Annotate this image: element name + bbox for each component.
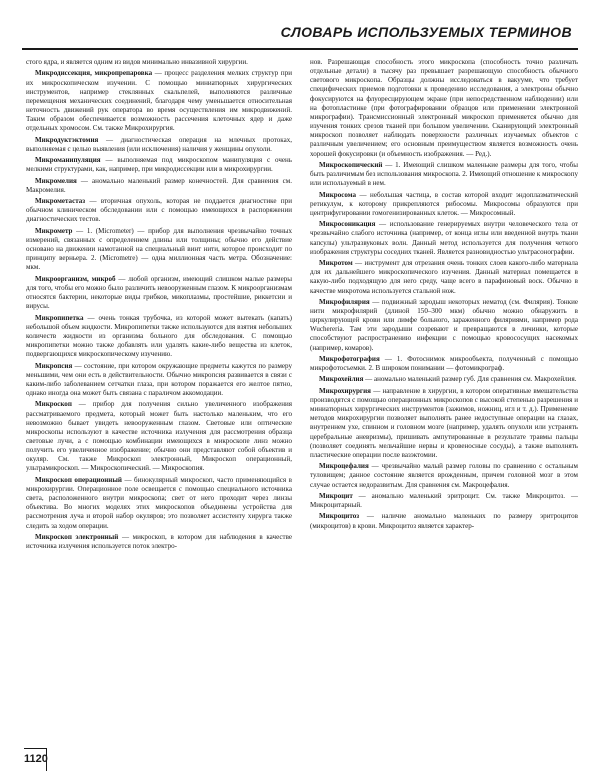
dictionary-entry	[26, 400, 292, 473]
entry-definition: — аномально маленький размер губ. Для сравнения см. Макрохейлия.	[363, 375, 577, 384]
dictionary-entry	[310, 462, 578, 489]
left-column	[26, 58, 292, 748]
dictionary-entry	[26, 197, 292, 224]
page-number: 1120	[24, 753, 48, 765]
entry-term: Микромелия	[35, 176, 77, 185]
entry-definition: — микроскоп, в котором для наблюдения в качестве источника излучения используется поток электро-	[26, 532, 292, 551]
entry-definition: — подвижный зародыш некоторых нематод (см. Филярия). Тонкие нити микрофилярий (длиной 150–300 мкм) обычно можно обнаружить в циркулирующей крови или лимфе больного, зараженного филяриями, например рода Wuchereria. Там эти зародыши созревают и превращаются в личинки, которые способствуют распространению инфекции с помощью кровососущих насекомых (например, комаров).	[310, 297, 578, 352]
dictionary-entry	[310, 259, 578, 296]
entry-term: Микродуктэктомия	[35, 135, 99, 144]
entry-term: Микроцитоз	[319, 512, 360, 521]
entry-definition: стого ядра, и является одним из видов минимально инвазивной хирургии.	[26, 58, 248, 66]
entry-term: Микропипетка	[35, 313, 84, 322]
entry-definition: — диагностическая операция на млечных протоках, выполняемая с целью выявления (или исключения) наличия у женщины опухоли.	[26, 135, 292, 153]
entry-definition: — направление в хирургии, в котором оперативные вмешательства производятся с помощью операционных микроскопов с высокой степенью разрешения и миниатюрных хирургических инструментов (зажимов, ножниц, игл и т. д.). Применение методов микрохирургии позволяет выполнять ранее недоступные операции на глазах, внутреннем ухе, спинном и головном мозге (например, удалять опухоли или устранять церебральные аневризмы), пришивать ампутированные в результате травмы пальцы (позволяет соединять мельчайшие нервы и кровеносные сосуды), а также выполнять пластические операции после вазэктомии.	[310, 386, 578, 459]
entry-definition: — аномально маленький эритроцит. См. также Микроцитоз. — Микроцитарный.	[310, 491, 578, 510]
entry-term: Микрохейлия	[319, 375, 364, 384]
entry-term: Микроскоп электронный	[35, 532, 119, 541]
dictionary-entry	[26, 476, 292, 531]
entry-definition: — инструмент для отрезания очень тонких слоев какого-либо материала для их дальнейшего микроскопического изучения. Данный материал помещается в какую-либо подходящую для него среду, чаще всего в парафиновый воск. Обычно в качестве микротома используется стальной нож.	[310, 259, 578, 295]
dictionary-entry	[310, 191, 578, 218]
entry-definition: — небольшая частица, в состав которой входит эндоплазматический ретикулум, к которому прикрепляются рибосомы. Микросомы образуются при центрифугировании гомогенизированных клеток. — Микросомный.	[310, 190, 578, 217]
dictionary-entry	[26, 58, 292, 67]
running-header	[22, 14, 578, 50]
entry-term: Микроскопический	[319, 160, 383, 169]
entry-definition: — выполняемая под микроскопом манипуляция с очень мелкими структурами, как, например, при микродиссекции или в микрохирургии.	[26, 156, 292, 174]
dictionary-entry	[26, 314, 292, 360]
dictionary-entry	[310, 220, 578, 257]
entry-term: Микросома	[319, 190, 357, 199]
page-number-box	[24, 748, 47, 771]
entry-definition: — аномально маленький размер конечностей. Для сравнения см. Макромелия.	[26, 176, 292, 194]
entry-term: Микроцефалия	[319, 462, 369, 471]
dictionary-entry	[26, 156, 292, 174]
entry-definition: — бинокулярный микроскоп, часто применяющийся в микрохирургии. Операционное поле освещается с помощью специального источника света, расположенного внутри микроскопа; свет от него проходит через линзы объектива. Во многих моделях этих микроскопов объединены устройства для рассмотрения луча и второй набор окуляров; это позволяет ассистенту хирурга также следить за ходом операции.	[26, 475, 292, 530]
entry-term: Микроскоп операционный	[35, 475, 122, 484]
entry-term: Микроцит	[319, 491, 353, 500]
header-title: СЛОВАРЬ ИСПОЛЬЗУЕМЫХ ТЕРМИНОВ	[280, 24, 572, 40]
entry-term: Микроскоп	[35, 400, 72, 409]
dictionary-entry	[26, 136, 292, 154]
dictionary-entry	[310, 375, 578, 384]
entry-term: Микродиссекция, микропрепаровка	[35, 69, 153, 78]
entry-term: Микроорганизм, микроб	[35, 274, 116, 283]
dictionary-entry	[310, 355, 578, 373]
entry-definition: — вторичная опухоль, которая не поддается диагностике при обычном клиническом обследовании или с помощью имеющихся в распоряжении диагностических тестов.	[26, 197, 292, 224]
entry-definition: — очень тонкая трубочка, из которой может вытекать (капать) небольшой объем жидкости. Микропипетки также используются для взятия небольших количеств жидкости из организма больного для обследования. С помощью микропипетки можно также добавлять или удалять какие-либо вещества из клеток, подвергающихся микроскопическому изучению.	[26, 313, 292, 359]
entry-term: Микрохирургия	[319, 386, 371, 395]
entry-definition: — 1. (Micrometer) — прибор для выполнения чрезвычайно точных измерений, связанных с определением длины или толщины; обычно его действие основано на движении намотанной на специальный винт нити, которое происходит по принципу верньера. 2. (Micrometre) — одна миллионная часть метра. Обозначение: мкм.	[26, 226, 292, 272]
entry-definition: — использование генерируемых внутри человеческого тела от чрезвычайно слабого источника (например, от конца иглы или введенной внутрь ткани капсулы) ультразвуковых волн. Данный метод используется для получения четкого изображения структуры соседних тканей. Является разновидностью ультрасонографии.	[310, 220, 578, 256]
dictionary-entry	[26, 69, 292, 133]
entry-term: Микрофотография	[319, 354, 380, 363]
right-column	[310, 58, 578, 748]
dictionary-entry	[310, 512, 578, 530]
dictionary-entry	[310, 298, 578, 353]
dictionary-entry	[310, 58, 578, 159]
entry-definition: — состояние, при котором окружающие предметы кажутся по размеру меньшими, чем они есть в действительности. Обычно микропсия развивается в связи с каким-либо заболеванием сетчатки глаза, при котором поражается его желтое пятно, однако иногда она может быть связана с параличом аккомодации.	[26, 361, 292, 397]
dictionary-entry	[26, 177, 292, 195]
dictionary-entry	[26, 275, 292, 312]
dictionary-entry	[310, 161, 578, 188]
entry-term: Микроманипуляция	[35, 156, 101, 165]
dictionary-entry	[310, 492, 578, 510]
entry-definition: — наличие аномально маленьких по размеру эритроцитов (микроцитов) в крови. Микроцитоз является характер-	[310, 512, 578, 530]
entry-term: Микротом	[319, 259, 353, 268]
entry-term: Микросоникация	[319, 220, 376, 229]
entry-definition: — 1. Фотоснимок микрообъекта, полученный с помощью микрофотосъемки. 2. В широком понимании — фотомикрограф.	[310, 354, 578, 373]
dictionary-entry	[26, 362, 292, 399]
entry-term: Микрофилярия	[319, 297, 370, 306]
entry-definition: — 1. Имеющий слишком маленькие размеры для того, чтобы быть различимым без использования микроскопа. 2. Имеющий отношение к микроскопу или используемый в нем.	[310, 160, 578, 188]
dictionary-entry	[26, 533, 292, 551]
entry-definition: — прибор для получения сильно увеличенного изображения рассматриваемого предмета, который может быть настолько маленьким, что его невозможно бывает увидеть невооруженным глазом. Световые или оптические микроскопы используют в качестве источника излучения для рассмотрения образца световые лучи, а с помощью комбинации имеющихся в микроскопе линз можно получить его увеличенное изображение; обычно они представляют собой объектив и окуляр. См. также Микроскоп электронный, Микроскоп операционный, ультрамикроскоп. — Микроскопический. — Микроскопия.	[26, 400, 292, 473]
entry-definition: нов. Разрешающая способность этого микроскопа (способность точно различать отдельные детали) в тысячу раз превышает разрешающую способность обычного светового микроскопа. Образцы должны исследоваться в вакууме, что требует специфических приемов подготовки к проведению исследования, а электроны обычно фокусируются на флуоресцирующем экране (при непосредственном наблюдении) или на фотопластинке (при фотографировании образцов или применении электронной микрографии). Трансмиссионный электронный микроскоп применяется обычно для изучения тонких срезов тканей при большом увеличении. Сканирующий электронный микроскоп позволяет наблюдать поверхности различных изучаемых объектов с различным увеличением; его основным преимуществом является возможность очень хорошей фокусировки (и объемность изображения. — Ред.).	[310, 58, 578, 158]
dictionary-entry	[26, 227, 292, 273]
dictionary-body	[26, 58, 578, 748]
entry-definition: — любой организм, имеющий слишком малые размеры для того, чтобы его можно было различить невооруженным глазом. К микроорганизмам относятся бактерии, некоторые виды грибков, микоплазмы, простейшие, риккетсии и вирусы.	[26, 274, 292, 311]
entry-term: Микрометр	[35, 226, 73, 235]
entry-term: Микропсия	[35, 361, 73, 370]
entry-definition: — чрезвычайно малый размер головы по сравнению с остальным туловищем; данное состояние является врожденным, причем головной мозг в этом случае остается недоразвитым. Для сравнения см. Макроцефалия.	[310, 462, 578, 489]
entry-definition: — процесс разделения мелких структур при их микроскопическом изучении. С помощью миниатюрных хирургических инструментов, например стеклянных скальпелей, выполняются различные перемещения механических соединений, благодаря чему уменьшается относительная неточность движений рук оператора во время осуществления им микродвижений. Таким образом обеспечивается возможность рассечения клеточных ядер и даже отдельных хромосом. См. также Микрохирургия.	[26, 69, 292, 133]
dictionary-entry	[310, 387, 578, 460]
entry-term: Микрометастаз	[35, 197, 86, 206]
